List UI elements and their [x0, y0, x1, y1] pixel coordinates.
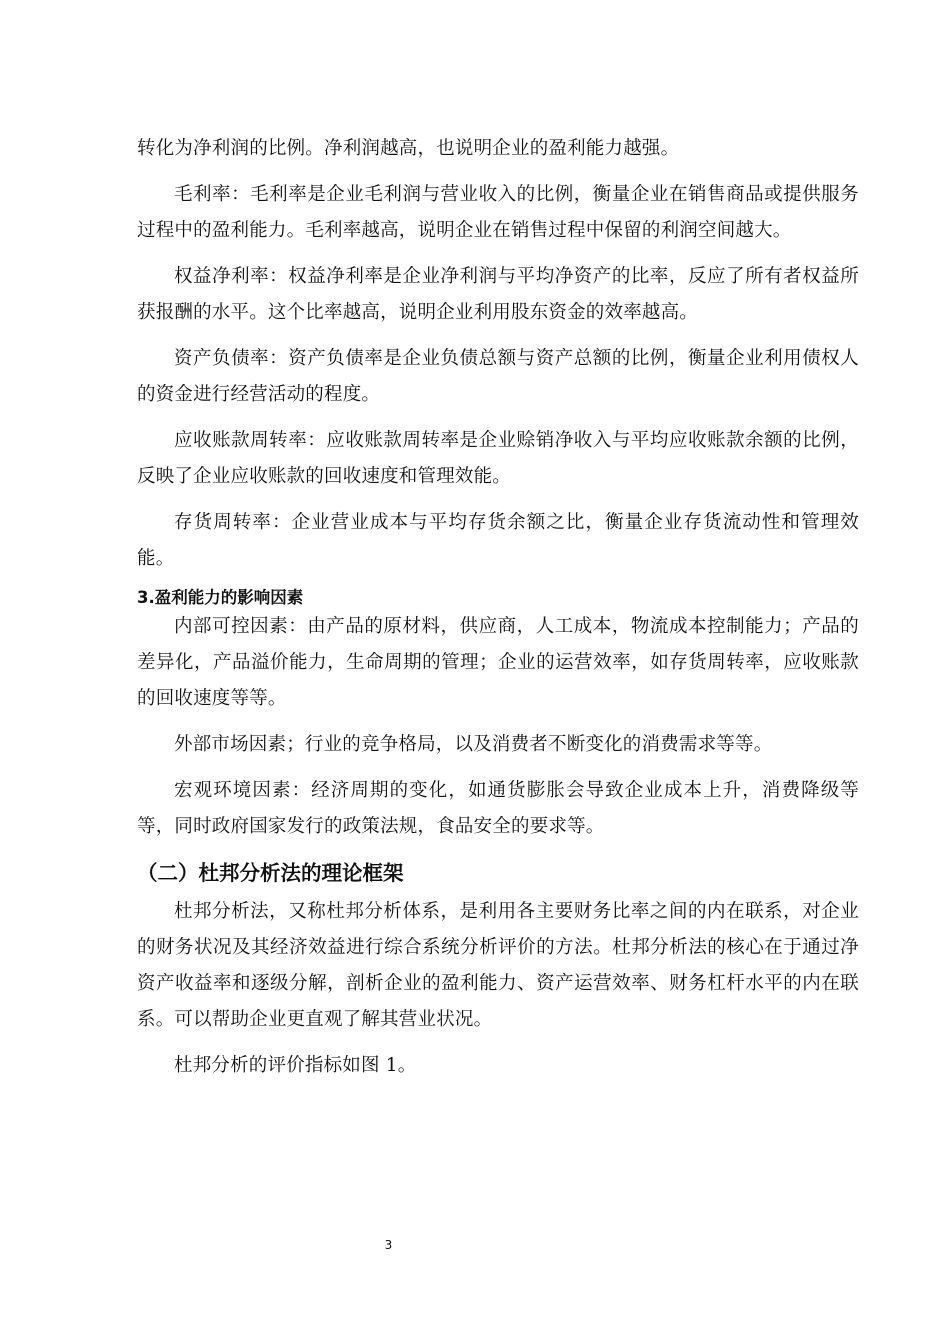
page-body	[137, 131, 859, 1094]
paragraph-figure-reference: 杜邦分析的评价指标如图 1。	[174, 1055, 417, 1076]
page-number: 3	[384, 1238, 393, 1252]
paragraph-internal-factors: 内部可控因素：由产品的原材料，供应商，人工成本，物流成本控制能力；产品的差异化，产品溢价能力，生命周期的管理；企业的运营效率，如存货周转率，应收账款的回收速度等等。	[137, 616, 859, 709]
subheading-profitability-factors: 3.盈利能力的影响因素	[137, 588, 304, 607]
paragraph-return-on-equity: 权益净利率：权益净利率是企业净利润与平均净资产的比率，反应了所有者权益所获报酬的水平。这个比率越高，说明企业利用股东资金的效率越高。	[137, 266, 859, 323]
section-heading-dupont-framework: （二）杜邦分析法的理论框架	[137, 861, 404, 885]
paragraph-gross-margin: 毛利率：毛利率是企业毛利润与营业收入的比例，衡量企业在销售商品或提供服务过程中的盈利能力。毛利率越高，说明企业在销售过程中保留的利润空间越大。	[137, 184, 859, 241]
paragraph-external-market-factors: 外部市场因素；行业的竞争格局，以及消费者不断变化的消费需求等等。	[174, 734, 773, 755]
paragraph-net-profit-continued: 转化为净利润的比例。净利润越高，也说明企业的盈利能力越强。	[137, 138, 680, 159]
paragraph-macro-environment-factors: 宏观环境因素：经济周期的变化，如通货膨胀会导致企业成本上升，消费降级等等，同时政府国家发行的政策法规，食品安全的要求等。	[137, 780, 859, 837]
paragraph-inventory-turnover: 存货周转率：企业营业成本与平均存货余额之比，衡量企业存货流动性和管理效能。	[137, 512, 859, 569]
paragraph-receivables-turnover: 应收账款周转率：应收账款周转率是企业赊销净收入与平均应收账款余额的比例，反映了企业应收账款的回收速度和管理效能。	[137, 430, 859, 487]
paragraph-debt-to-asset-ratio: 资产负债率：资产负债率是企业负债总额与资产总额的比例，衡量企业利用债权人的资金进行经营活动的程度。	[137, 348, 859, 405]
paragraph-dupont-definition: 杜邦分析法，又称杜邦分析体系，是利用各主要财务比率之间的内在联系，对企业的财务状况及其经济效益进行综合系统分析评价的方法。杜邦分析法的核心在于通过净资产收益率和逐级分解，剖析企业的盈利能力、资产运营效率、财务杠杆水平的内在联系。可以帮助企业更直观了解其营业状况。	[137, 901, 859, 1030]
